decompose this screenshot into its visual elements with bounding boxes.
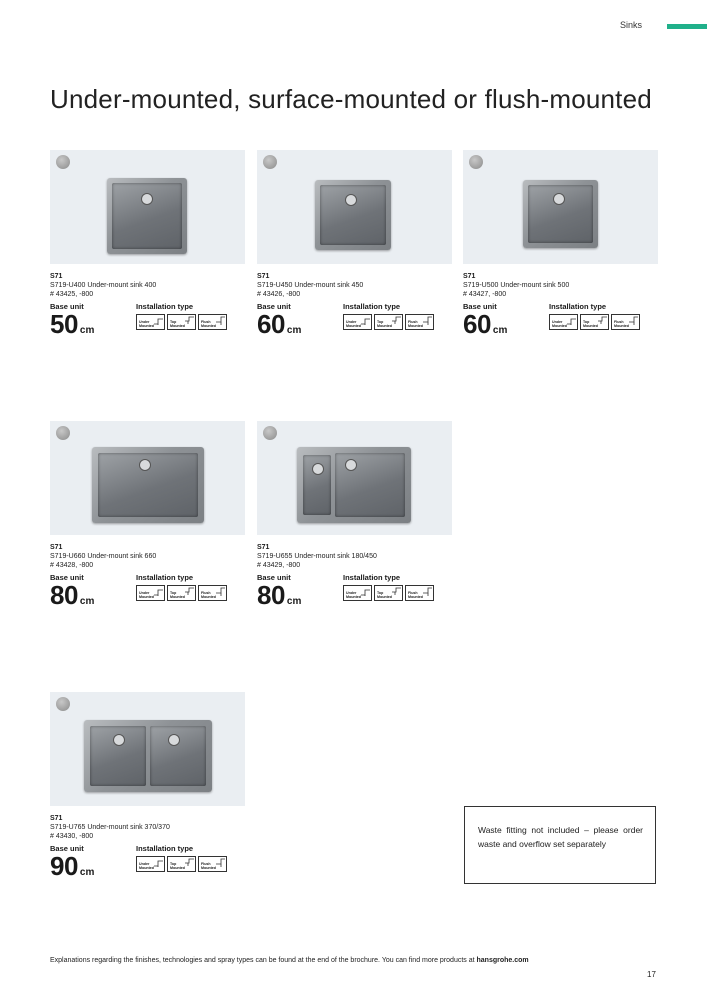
base-unit-label: Base unit <box>50 302 84 311</box>
under-mounted-icon: Under Mounted <box>136 314 165 330</box>
finish-swatch-icon <box>56 155 70 169</box>
section-accent-bar <box>667 24 707 29</box>
under-mounted-icon: Under Mounted <box>343 585 372 601</box>
flush-mounted-icon: Flush Mounted <box>611 314 640 330</box>
waste-fitting-note: Waste fitting not included – please order waste and overflow set separately <box>464 806 656 884</box>
product-name: S719-U400 Under-mount sink 400 <box>50 282 157 289</box>
flush-mounted-icon: Flush Mounted <box>198 856 227 872</box>
page-number: 17 <box>647 970 656 979</box>
product-photo <box>257 150 452 264</box>
base-unit-label: Base unit <box>463 302 497 311</box>
product-series: S71 <box>50 544 63 551</box>
product-article-number: # 43427, -800 <box>463 291 507 298</box>
product-card <box>50 421 245 615</box>
finish-swatch-icon <box>56 697 70 711</box>
flush-mounted-icon: Flush Mounted <box>198 314 227 330</box>
under-mounted-icon: Under Mounted <box>549 314 578 330</box>
top-mounted-icon: Top Mounted <box>580 314 609 330</box>
under-mounted-icon: Under Mounted <box>136 856 165 872</box>
top-mounted-icon: Top Mounted <box>374 314 403 330</box>
footer-link[interactable]: hansgrohe.com <box>476 957 529 964</box>
product-name: S719-U450 Under-mount sink 450 <box>257 282 364 289</box>
base-unit-label: Base unit <box>50 573 84 582</box>
finish-swatch-icon <box>56 426 70 440</box>
product-article-number: # 43426, -800 <box>257 291 301 298</box>
footer-text: Explanations regarding the finishes, technologies and spray types can be found at the end of the brochure. You can find more products at <box>50 957 477 964</box>
sink-image <box>107 178 187 254</box>
base-unit-label: Base unit <box>257 573 291 582</box>
product-photo <box>50 150 245 264</box>
section-label: Sinks <box>620 20 643 30</box>
installation-type-label: Installation type <box>136 302 194 311</box>
product-name: S719-U500 Under-mount sink 500 <box>463 282 570 289</box>
finish-swatch-icon <box>469 155 483 169</box>
finish-swatch-icon <box>263 155 277 169</box>
sink-image <box>315 180 391 250</box>
sink-image <box>84 720 212 792</box>
footer-note <box>50 957 529 964</box>
product-series: S71 <box>257 544 270 551</box>
product-article-number: # 43428, -800 <box>50 562 94 569</box>
top-mounted-icon: Top Mounted <box>167 856 196 872</box>
installation-type-label: Installation type <box>136 573 194 582</box>
product-article-number: # 43429, -800 <box>257 562 301 569</box>
base-unit-value: 80 <box>257 580 285 610</box>
base-unit-cm: cm <box>286 325 302 336</box>
product-photo <box>257 421 452 535</box>
top-mounted-icon: Top Mounted <box>167 585 196 601</box>
flush-mounted-icon: Flush Mounted <box>198 585 227 601</box>
product-name: S719-U655 Under-mount sink 180/450 <box>257 553 377 560</box>
flush-mounted-icon: Flush Mounted <box>405 314 434 330</box>
product-name: S719-U660 Under-mount sink 660 <box>50 553 157 560</box>
base-unit-cm: cm <box>79 867 95 878</box>
base-unit-label: Base unit <box>257 302 291 311</box>
under-mounted-icon: Under Mounted <box>343 314 372 330</box>
sink-image <box>92 447 204 523</box>
base-unit-label: Base unit <box>50 844 84 853</box>
product-series: S71 <box>50 273 63 280</box>
product-card <box>257 421 452 615</box>
installation-type-label: Installation type <box>343 573 401 582</box>
product-photo <box>50 692 245 806</box>
base-unit-value: 80 <box>50 580 78 610</box>
product-photo <box>50 421 245 535</box>
sink-image <box>297 447 411 523</box>
base-unit-cm: cm <box>79 596 95 607</box>
product-card <box>257 150 452 344</box>
under-mounted-icon: Under Mounted <box>136 585 165 601</box>
top-mounted-icon: Top Mounted <box>167 314 196 330</box>
top-mounted-icon: Top Mounted <box>374 585 403 601</box>
base-unit-cm: cm <box>79 325 95 336</box>
product-article-number: # 43430, -800 <box>50 833 94 840</box>
installation-type-label: Installation type <box>136 844 194 853</box>
installation-type-label: Installation type <box>549 302 607 311</box>
base-unit-value: 90 <box>50 851 78 881</box>
flush-mounted-icon: Flush Mounted <box>405 585 434 601</box>
base-unit-value: 60 <box>463 309 491 339</box>
product-series: S71 <box>463 273 476 280</box>
product-card <box>463 150 658 344</box>
product-article-number: # 43425, -800 <box>50 291 94 298</box>
sink-image <box>523 180 598 248</box>
base-unit-cm: cm <box>492 325 508 336</box>
product-card <box>50 692 245 886</box>
product-photo <box>463 150 658 264</box>
base-unit-cm: cm <box>286 596 302 607</box>
base-unit-value: 60 <box>257 309 285 339</box>
product-series: S71 <box>257 273 270 280</box>
product-series: S71 <box>50 815 63 822</box>
base-unit-value: 50 <box>50 309 78 339</box>
finish-swatch-icon <box>263 426 277 440</box>
product-card <box>50 150 245 344</box>
product-name: S719-U765 Under-mount sink 370/370 <box>50 824 170 831</box>
installation-type-label: Installation type <box>343 302 401 311</box>
page-title: Under-mounted, surface-mounted or flush-mounted <box>50 84 652 114</box>
